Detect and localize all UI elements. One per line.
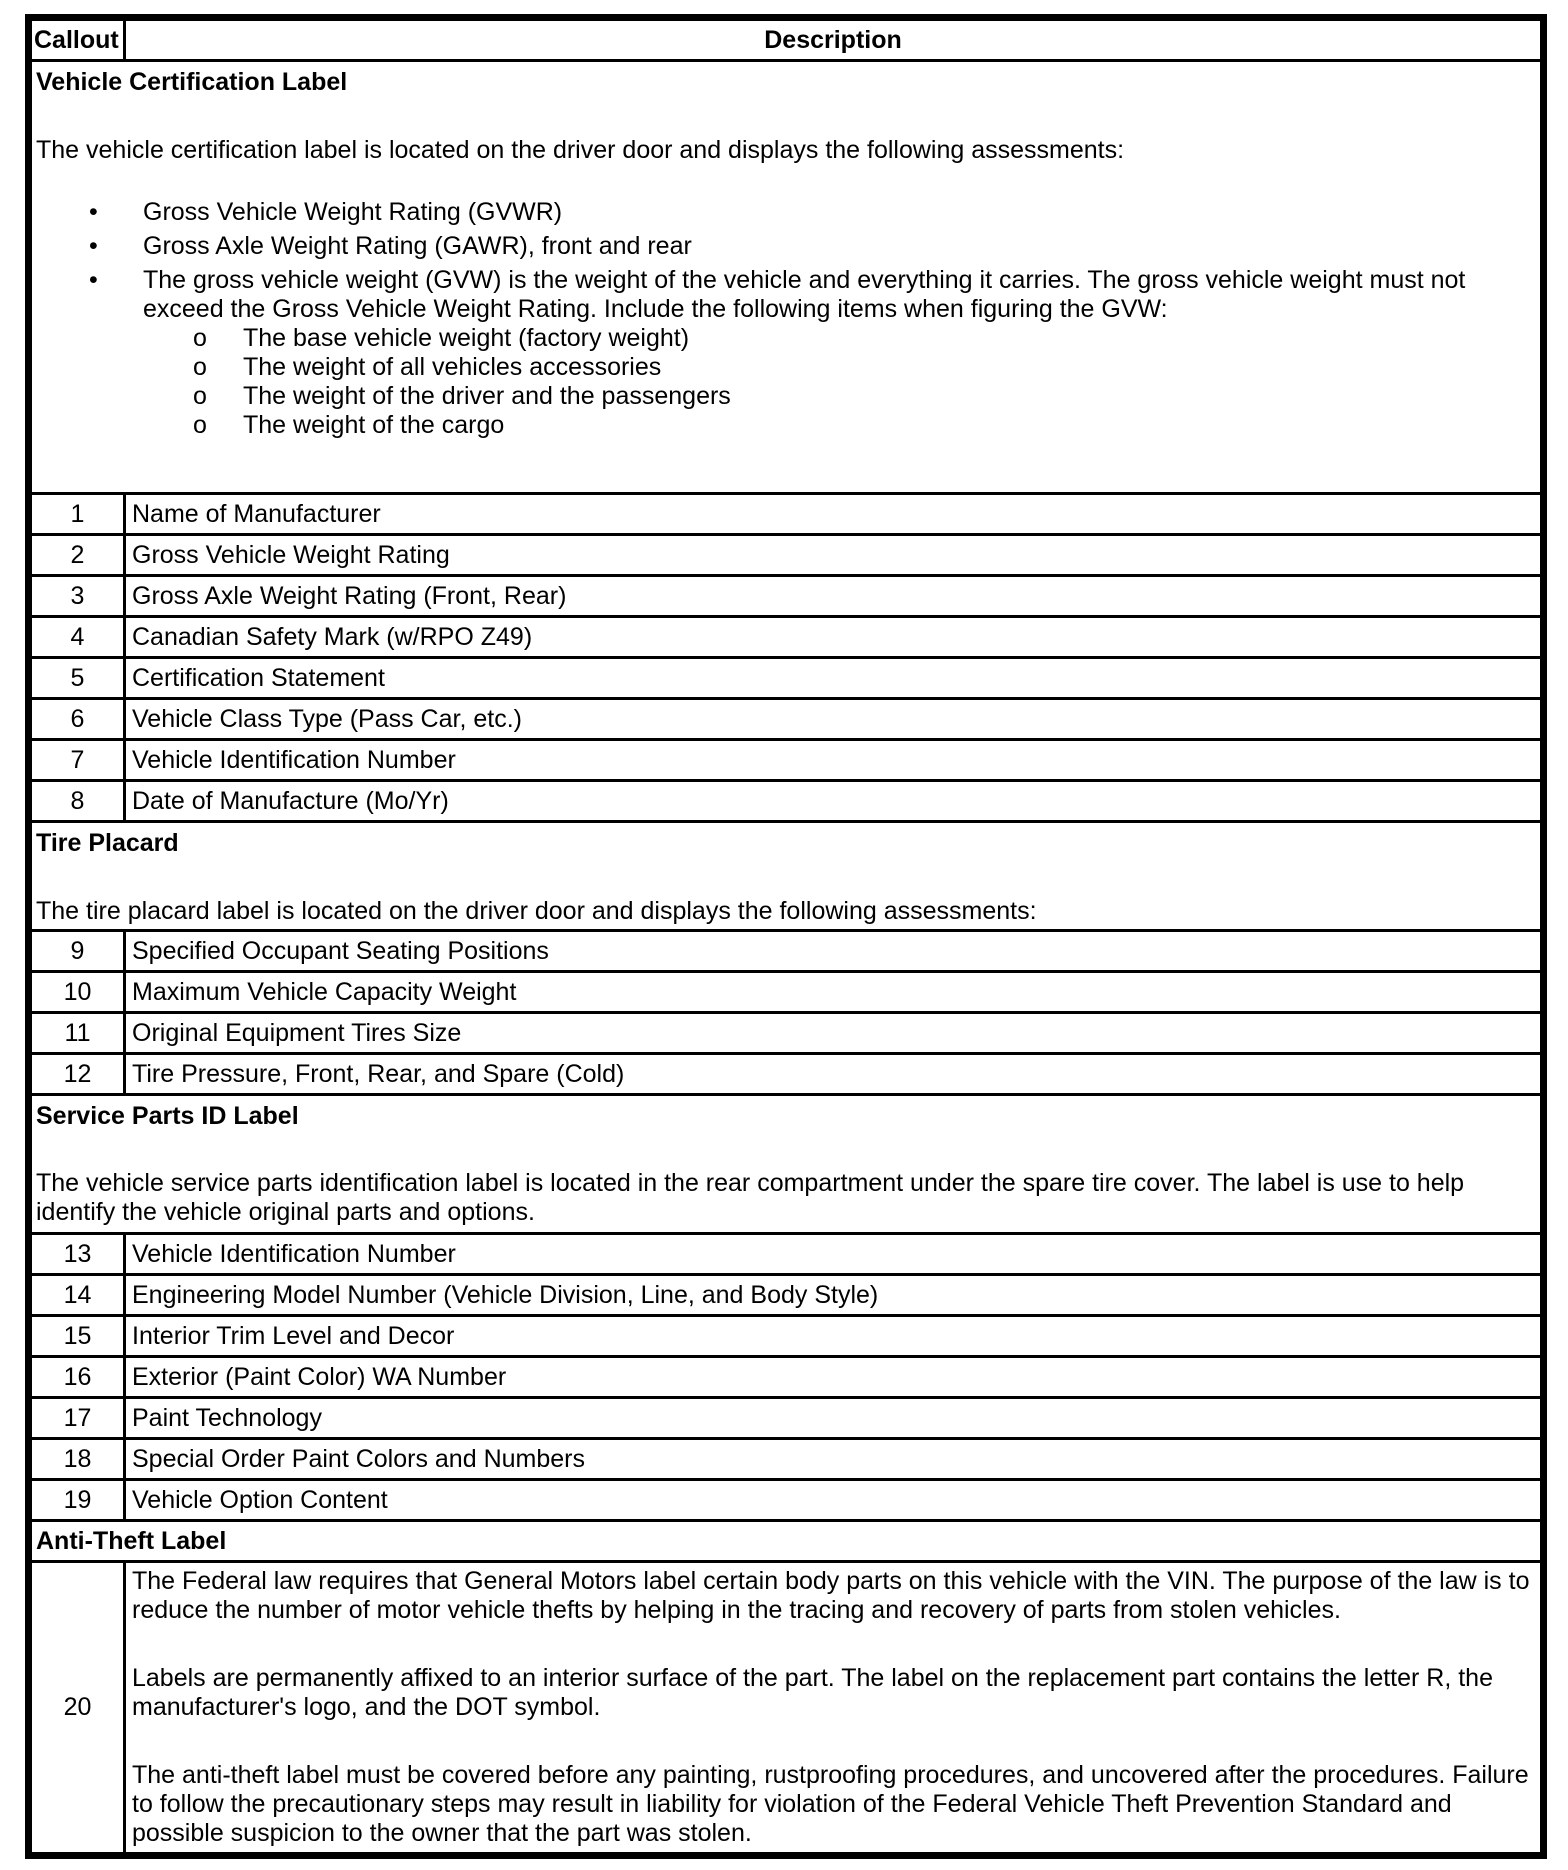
- callout-number: 4: [31, 617, 125, 658]
- callout-number: 18: [31, 1439, 125, 1480]
- table-row: [31, 658, 1542, 699]
- table-row: [31, 1275, 1542, 1316]
- section-intro: The vehicle certification label is located on the driver door and displays the following assessments:: [36, 136, 1125, 164]
- callout-description: Date of Manufacture (Mo/Yr): [125, 781, 1542, 822]
- callout-description: Engineering Model Number (Vehicle Division, Line, and Body Style): [125, 1275, 1542, 1316]
- callout-number: 20: [31, 1562, 125, 1854]
- table-row: [31, 494, 1542, 535]
- paragraph: The Federal law requires that General Motors label certain body parts on this vehicle with the VIN. The purpose of the law is to reduce the number of motor vehicle thefts by helping in the tracing and recovery of parts from stolen vehicles.: [132, 1567, 1530, 1624]
- table-row: [31, 1013, 1542, 1054]
- callout-description: Vehicle Identification Number: [125, 740, 1542, 781]
- section-row-service: [31, 1095, 1542, 1234]
- table-row: [31, 1316, 1542, 1357]
- callout-number: 1: [31, 494, 125, 535]
- paragraph: Labels are permanently affixed to an interior surface of the part. The label on the replacement part contains the letter R, the manufacturer's logo, and the DOT symbol.: [132, 1664, 1493, 1721]
- service-section: [31, 1095, 1542, 1234]
- section-title: Anti-Theft Label: [36, 1527, 227, 1555]
- table-row: [31, 576, 1542, 617]
- bullet-icon: •: [89, 266, 98, 294]
- paragraph: The anti-theft label must be covered before any painting, rustproofing procedures, and uncovered after the procedures. Failure to follow the precautionary steps may result in liability for violation of the Federal Vehicle Theft Prevention Standard and possible suspicion to the owner that the part was stolen.: [132, 1761, 1529, 1847]
- callout-number: 7: [31, 740, 125, 781]
- section-intro: The vehicle service parts identification label is located in the rear compartment under the spare tire cover. The label is use to help identify the vehicle original parts and options.: [36, 1169, 1465, 1226]
- callout-number: 6: [31, 699, 125, 740]
- table-row: [31, 931, 1542, 972]
- section-title: Tire Placard: [36, 829, 179, 857]
- section-title: Service Parts ID Label: [36, 1102, 299, 1130]
- section-title: Vehicle Certification Label: [36, 68, 348, 96]
- callout-column-header: Callout: [31, 20, 125, 61]
- circle-bullet-icon: o: [193, 382, 207, 410]
- callout-description: Tire Pressure, Front, Rear, and Spare (Cold): [125, 1054, 1542, 1095]
- list-item-text: The weight of the driver and the passengers: [243, 382, 731, 410]
- table-row: [31, 1398, 1542, 1439]
- callout-number: 9: [31, 931, 125, 972]
- list-item-text: The base vehicle weight (factory weight): [243, 324, 690, 352]
- bullet-icon: •: [89, 198, 98, 226]
- table-row: [31, 617, 1542, 658]
- callout-number: 11: [31, 1013, 125, 1054]
- section-row-antitheft: [31, 1521, 1542, 1562]
- table-row: [31, 1439, 1542, 1480]
- bullet-list: [36, 198, 1536, 440]
- sub-list-item: [36, 324, 1536, 353]
- callout-description: Maximum Vehicle Capacity Weight: [125, 972, 1542, 1013]
- callout-description: Exterior (Paint Color) WA Number: [125, 1357, 1542, 1398]
- list-item-text: The gross vehicle weight (GVW) is the weight of the vehicle and everything it carries. The gross vehicle weight must not exceed the Gross Vehicle Weight Rating. Include the following items when figuring the GVW:: [143, 266, 1466, 323]
- sub-list-item: [36, 353, 1536, 382]
- callout-description: Vehicle Class Type (Pass Car, etc.): [125, 699, 1542, 740]
- list-item: [36, 232, 1536, 261]
- circle-bullet-icon: o: [193, 411, 207, 439]
- list-item-text: The weight of the cargo: [243, 411, 505, 439]
- callout-number: 17: [31, 1398, 125, 1439]
- callout-description: Vehicle Identification Number: [125, 1234, 1542, 1275]
- antitheft-section: [31, 1521, 1542, 1562]
- callout-description: [125, 1562, 1542, 1854]
- table-row: [31, 972, 1542, 1013]
- circle-bullet-icon: o: [193, 353, 207, 381]
- list-item-text: Gross Axle Weight Rating (GAWR), front and rear: [143, 232, 692, 260]
- header-row: [31, 20, 1542, 61]
- callout-number: 2: [31, 535, 125, 576]
- table-row: [31, 1357, 1542, 1398]
- list-item: [36, 198, 1536, 227]
- list-item-text: Gross Vehicle Weight Rating (GVWR): [143, 198, 563, 226]
- callout-description: Name of Manufacturer: [125, 494, 1542, 535]
- callout-table-container: [25, 14, 1547, 1859]
- table-row: [31, 740, 1542, 781]
- callout-number: 19: [31, 1480, 125, 1521]
- callout-description: Vehicle Option Content: [125, 1480, 1542, 1521]
- section-row-tire: [31, 822, 1542, 931]
- callout-number: 13: [31, 1234, 125, 1275]
- sub-list-item: [36, 382, 1536, 411]
- callout-number: 15: [31, 1316, 125, 1357]
- table-row: [31, 699, 1542, 740]
- circle-bullet-icon: o: [193, 324, 207, 352]
- callout-description: Gross Vehicle Weight Rating: [125, 535, 1542, 576]
- description-column-header: Description: [125, 20, 1542, 61]
- callout-description: Original Equipment Tires Size: [125, 1013, 1542, 1054]
- sub-bullet-list: [36, 324, 1536, 440]
- callout-number: 14: [31, 1275, 125, 1316]
- table-row: [31, 1234, 1542, 1275]
- section-intro: The tire placard label is located on the driver door and displays the following assessments:: [36, 897, 1037, 925]
- callout-description: Interior Trim Level and Decor: [125, 1316, 1542, 1357]
- list-item-text: The weight of all vehicles accessories: [243, 353, 662, 381]
- table-row: [31, 1054, 1542, 1095]
- callout-description: Paint Technology: [125, 1398, 1542, 1439]
- sub-list-item: [36, 411, 1536, 440]
- callout-description: Special Order Paint Colors and Numbers: [125, 1439, 1542, 1480]
- callout-number: 5: [31, 658, 125, 699]
- tire-section: [31, 822, 1542, 931]
- callout-number: 3: [31, 576, 125, 617]
- certification-section: [31, 61, 1542, 494]
- callout-description: Specified Occupant Seating Positions: [125, 931, 1542, 972]
- callout-description: Canadian Safety Mark (w/RPO Z49): [125, 617, 1542, 658]
- table-row: [31, 535, 1542, 576]
- table-row: [31, 1562, 1542, 1854]
- section-row-certification: [31, 61, 1542, 494]
- callout-number: 10: [31, 972, 125, 1013]
- table-row: [31, 1480, 1542, 1521]
- callout-description: Certification Statement: [125, 658, 1542, 699]
- list-item: [36, 266, 1536, 440]
- callout-table: [29, 18, 1543, 1855]
- bullet-icon: •: [89, 232, 98, 260]
- callout-number: 8: [31, 781, 125, 822]
- callout-number: 16: [31, 1357, 125, 1398]
- callout-number: 12: [31, 1054, 125, 1095]
- table-row: [31, 781, 1542, 822]
- callout-description: Gross Axle Weight Rating (Front, Rear): [125, 576, 1542, 617]
